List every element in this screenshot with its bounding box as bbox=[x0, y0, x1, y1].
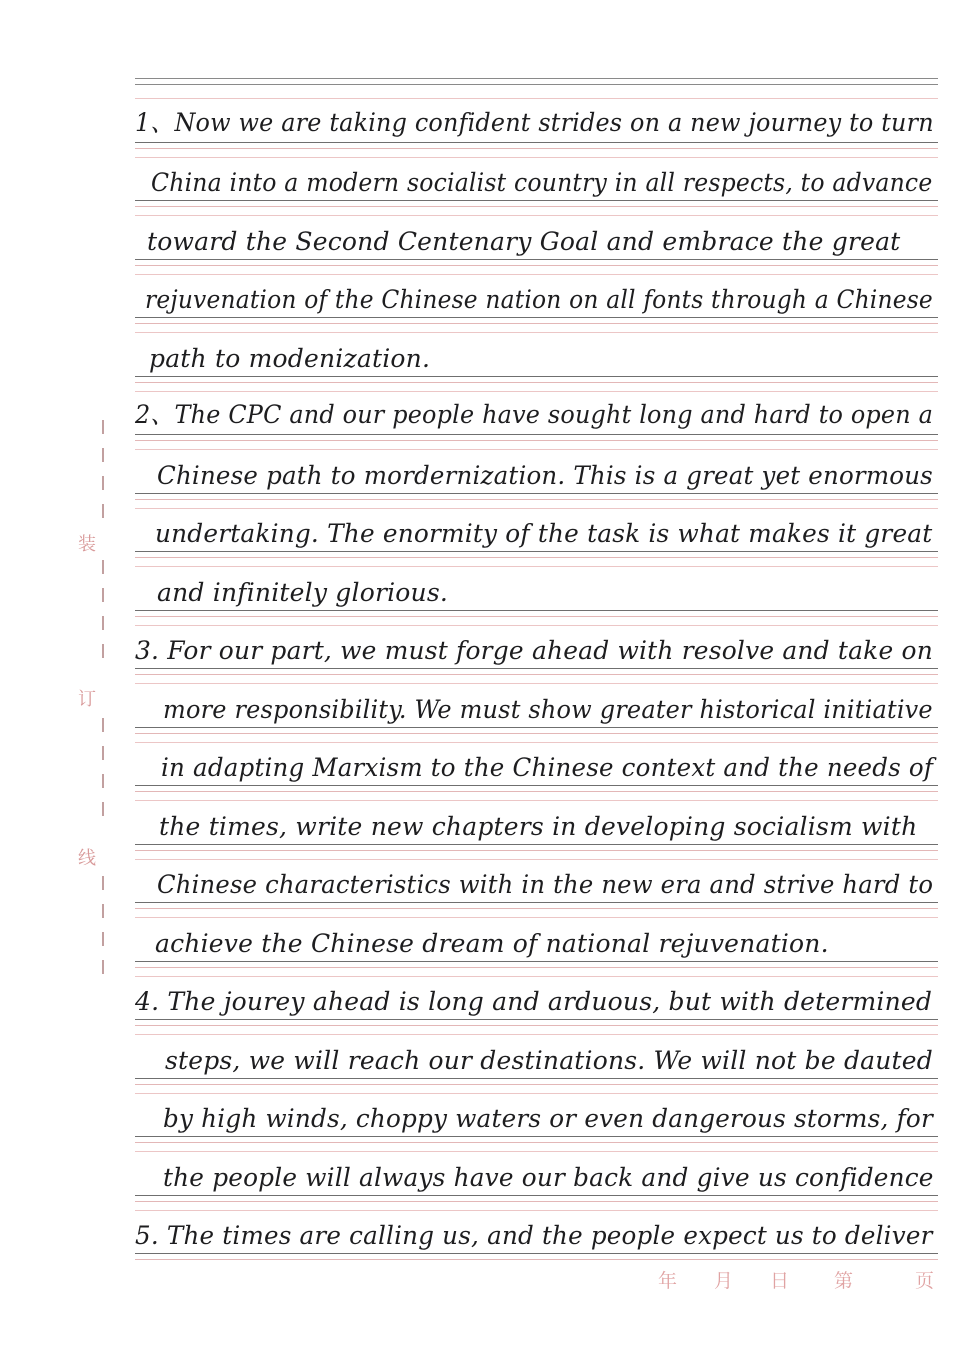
binding-dash bbox=[102, 774, 104, 788]
guide-line bbox=[135, 440, 938, 441]
base-line bbox=[135, 259, 938, 260]
base-line bbox=[135, 668, 938, 669]
binding-dash bbox=[102, 904, 104, 918]
guide-line bbox=[135, 98, 938, 99]
guide-line bbox=[135, 791, 938, 792]
text-line: Chinese path to mordernization. This is a great yet enormous bbox=[157, 460, 933, 490]
guide-line bbox=[135, 1034, 938, 1035]
base-line bbox=[135, 434, 938, 435]
binding-dash bbox=[102, 476, 104, 490]
base-line bbox=[135, 727, 938, 728]
ruled-row bbox=[135, 794, 938, 853]
ruled-row bbox=[135, 1145, 938, 1204]
binding-dash bbox=[102, 588, 104, 602]
footer-year: 年 bbox=[658, 1270, 678, 1292]
text-line: 4. The jourey ahead is long and arduous, but with determined bbox=[135, 987, 933, 1016]
text-line: Chinese characteristics with in the new era and strive hard to bbox=[157, 870, 934, 899]
binding-dash bbox=[102, 960, 104, 974]
text-line: 3. For our part, we must forge ahead with resolve and take on bbox=[135, 636, 933, 665]
guide-line bbox=[135, 508, 938, 509]
base-line bbox=[135, 317, 938, 318]
binding-dash bbox=[102, 802, 104, 816]
guide-line bbox=[135, 859, 938, 860]
ruled-row bbox=[135, 619, 938, 678]
base-line bbox=[135, 1136, 938, 1137]
base-line bbox=[135, 961, 938, 962]
guide-line bbox=[135, 1142, 938, 1143]
text-line: the times, write new chapters in developing socialism with bbox=[159, 811, 918, 841]
ruled-row bbox=[135, 1204, 938, 1263]
base-line bbox=[135, 1019, 938, 1020]
base-line bbox=[135, 142, 938, 143]
guide-line bbox=[135, 908, 938, 909]
guide-line bbox=[135, 274, 938, 275]
guide-line bbox=[135, 683, 938, 684]
ruled-row bbox=[135, 736, 938, 795]
text-line: 1、Now we are taking confident strides on a new journey to turn bbox=[135, 107, 934, 137]
ruled-row bbox=[135, 502, 938, 561]
binding-char-ding: 订 bbox=[78, 689, 96, 710]
ruled-row bbox=[135, 326, 938, 385]
base-line bbox=[135, 1253, 938, 1254]
ruled-row bbox=[135, 853, 938, 912]
ruled-row bbox=[135, 385, 938, 444]
ruled-row bbox=[135, 268, 938, 327]
binding-char-zhuang: 装 bbox=[78, 534, 96, 555]
text-line: 5. The times are calling us, and the people expect us to deliver bbox=[135, 1221, 933, 1250]
ruled-row bbox=[135, 151, 938, 210]
guide-line bbox=[135, 332, 938, 333]
guide-line bbox=[135, 449, 938, 450]
guide-line bbox=[135, 1151, 938, 1152]
base-line bbox=[135, 200, 938, 201]
footer-month: 月 bbox=[714, 1270, 734, 1292]
base-line bbox=[135, 610, 938, 611]
text-line: the people will always have our back and give us confidence bbox=[163, 1162, 934, 1192]
text-line: China into a modern socialist country in all respects, to advance bbox=[151, 168, 933, 197]
guide-line bbox=[135, 215, 938, 216]
binding-dash bbox=[102, 718, 104, 732]
footer-di: 第 bbox=[834, 1270, 854, 1292]
text-line: undertaking. The enormity of the task is what makes it great bbox=[155, 519, 933, 548]
ruled-row bbox=[135, 1028, 938, 1087]
guide-line bbox=[135, 616, 938, 617]
text-line: rejuvenation of the Chinese nation on all fonts through a Chinese bbox=[145, 285, 933, 314]
binding-dash bbox=[102, 644, 104, 658]
guide-line bbox=[135, 800, 938, 801]
guide-line bbox=[135, 742, 938, 743]
binding-dash bbox=[102, 932, 104, 946]
base-line bbox=[135, 551, 938, 552]
guide-line bbox=[135, 917, 938, 918]
header-rule bbox=[135, 84, 938, 85]
binding-dash bbox=[102, 616, 104, 630]
text-line: steps, we will reach our destinations. We will not be dauted bbox=[165, 1045, 933, 1075]
guide-line bbox=[135, 557, 938, 558]
ruled-row bbox=[135, 1087, 938, 1146]
text-line: and infinitely glorious. bbox=[157, 577, 449, 607]
text-line: by high winds, choppy waters or even dangerous storms, for bbox=[163, 1104, 933, 1133]
base-line bbox=[135, 376, 938, 377]
binding-dash bbox=[102, 560, 104, 574]
guide-line bbox=[135, 499, 938, 500]
base-line bbox=[135, 844, 938, 845]
guide-line bbox=[135, 265, 938, 266]
ruled-row bbox=[135, 911, 938, 970]
base-line bbox=[135, 902, 938, 903]
text-line: in adapting Marxism to the Chinese context and the needs of bbox=[161, 753, 934, 782]
base-line bbox=[135, 1078, 938, 1079]
guide-line bbox=[135, 967, 938, 968]
ruled-row bbox=[135, 92, 938, 151]
text-line: more responsibility. We must show greater historical initiative bbox=[163, 694, 933, 724]
guide-line bbox=[135, 566, 938, 567]
guide-line bbox=[135, 850, 938, 851]
guide-line bbox=[135, 382, 938, 383]
binding-dash bbox=[102, 448, 104, 462]
binding-dash bbox=[102, 504, 104, 518]
guide-line bbox=[135, 625, 938, 626]
binding-dash bbox=[102, 746, 104, 760]
binding-dash bbox=[102, 420, 104, 434]
guide-line bbox=[135, 1210, 938, 1211]
guide-line bbox=[135, 1084, 938, 1085]
text-line: toward the Second Centenary Goal and embrace the great bbox=[147, 226, 901, 256]
binding-margin bbox=[78, 420, 118, 980]
binding-char-xian: 线 bbox=[78, 848, 96, 869]
guide-line bbox=[135, 976, 938, 977]
guide-line bbox=[135, 1093, 938, 1094]
guide-line bbox=[135, 391, 938, 392]
guide-line bbox=[135, 148, 938, 149]
ruled-row bbox=[135, 209, 938, 268]
ruled-row bbox=[135, 443, 938, 502]
guide-line bbox=[135, 1259, 938, 1260]
base-line bbox=[135, 1195, 938, 1196]
guide-line bbox=[135, 157, 938, 158]
footer-day: 日 bbox=[770, 1270, 790, 1292]
text-line: path to modenization. bbox=[149, 343, 431, 373]
guide-line bbox=[135, 323, 938, 324]
text-line: achieve the Chinese dream of national rejuvenation. bbox=[155, 928, 829, 958]
guide-line bbox=[135, 733, 938, 734]
footer-page: 页 bbox=[915, 1270, 935, 1292]
ruled-row bbox=[135, 970, 938, 1029]
guide-line bbox=[135, 674, 938, 675]
ruled-row bbox=[135, 677, 938, 736]
guide-line bbox=[135, 206, 938, 207]
header-rule bbox=[135, 78, 938, 79]
guide-line bbox=[135, 1025, 938, 1026]
ruled-row bbox=[135, 560, 938, 619]
base-line bbox=[135, 493, 938, 494]
binding-dash bbox=[102, 876, 104, 890]
base-line bbox=[135, 785, 938, 786]
guide-line bbox=[135, 1201, 938, 1202]
text-line: 2、The CPC and our people have sought long and hard to open a bbox=[135, 400, 934, 429]
